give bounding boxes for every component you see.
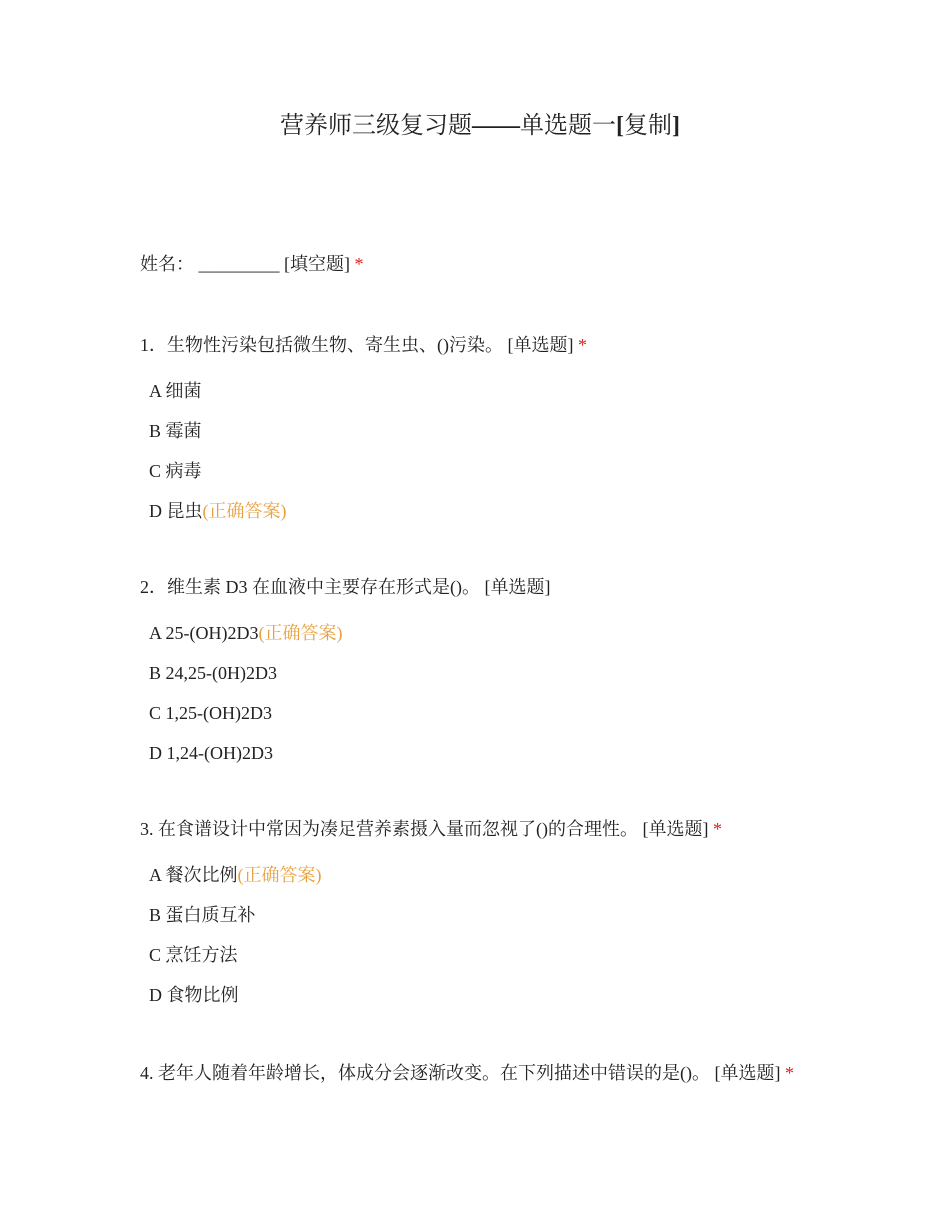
question-type-tag: [单选题] bbox=[484, 577, 551, 597]
option-3d[interactable]: D 食物比例 bbox=[149, 985, 239, 1005]
option-3c[interactable]: C 烹饪方法 bbox=[149, 945, 238, 965]
question-text: 维生素 D3 在血液中主要存在形式是()。 bbox=[167, 577, 480, 597]
question-type-tag: [单选题] bbox=[714, 1063, 781, 1083]
option-1c[interactable]: C 病毒 bbox=[149, 461, 202, 481]
title-bracket-close: ] bbox=[672, 113, 680, 139]
name-type-tag: [填空题] bbox=[284, 254, 350, 274]
page-title bbox=[0, 108, 950, 144]
question-text: 在食谱设计中常因为凑足营养素摄入量而忽视了()的合理性。 bbox=[158, 819, 638, 839]
required-mark: * bbox=[354, 254, 364, 274]
option-1a[interactable]: A 细菌 bbox=[149, 381, 202, 401]
question-type-tag: [单选题] bbox=[642, 819, 709, 839]
required-mark: * bbox=[713, 819, 722, 839]
option-2c[interactable]: C 1,25-(OH)2D3 bbox=[149, 703, 272, 723]
name-field bbox=[140, 250, 830, 278]
question-text: 生物性污染包括微生物、寄生虫、()污染。 bbox=[167, 335, 503, 355]
correct-answer-label: (正确答案) bbox=[258, 623, 343, 643]
option-3b[interactable]: B 蛋白质互补 bbox=[149, 905, 256, 925]
title-sub: 单选题一 bbox=[520, 113, 616, 139]
question-number: 4. bbox=[140, 1063, 158, 1083]
title-copy: 复制 bbox=[624, 113, 672, 139]
question-number: 1． bbox=[140, 335, 167, 355]
question-1 bbox=[140, 331, 830, 359]
option-2a[interactable]: A 25-(OH)2D3(正确答案) bbox=[149, 623, 343, 643]
title-dash: —— bbox=[472, 113, 520, 139]
question-type-tag: [单选题] bbox=[507, 335, 574, 355]
option-2d[interactable]: D 1,24-(OH)2D3 bbox=[149, 743, 273, 763]
correct-answer-label: (正确答案) bbox=[202, 501, 287, 521]
question-3 bbox=[140, 815, 830, 843]
correct-answer-label: (正确答案) bbox=[237, 865, 322, 885]
option-2b[interactable]: B 24,25-(0H)2D3 bbox=[149, 663, 277, 683]
question-2 bbox=[140, 573, 830, 601]
option-3a[interactable]: A 餐次比例(正确答案) bbox=[149, 865, 322, 885]
required-mark: * bbox=[578, 335, 587, 355]
title-bracket-open: [ bbox=[616, 113, 624, 139]
required-mark: * bbox=[785, 1063, 794, 1083]
question-number: 2． bbox=[140, 577, 167, 597]
name-label: 姓名： bbox=[140, 254, 194, 274]
question-text: 老年人随着年龄增长，体成分会逐渐改变。在下列描述中错误的是()。 bbox=[158, 1063, 710, 1083]
name-blank[interactable]: _________ bbox=[198, 254, 280, 274]
option-1b[interactable]: B 霉菌 bbox=[149, 421, 202, 441]
title-main: 营养师三级复习题 bbox=[280, 113, 472, 139]
option-1d[interactable]: D 昆虫(正确答案) bbox=[149, 501, 287, 521]
question-number: 3. bbox=[140, 819, 158, 839]
question-4 bbox=[140, 1057, 810, 1089]
